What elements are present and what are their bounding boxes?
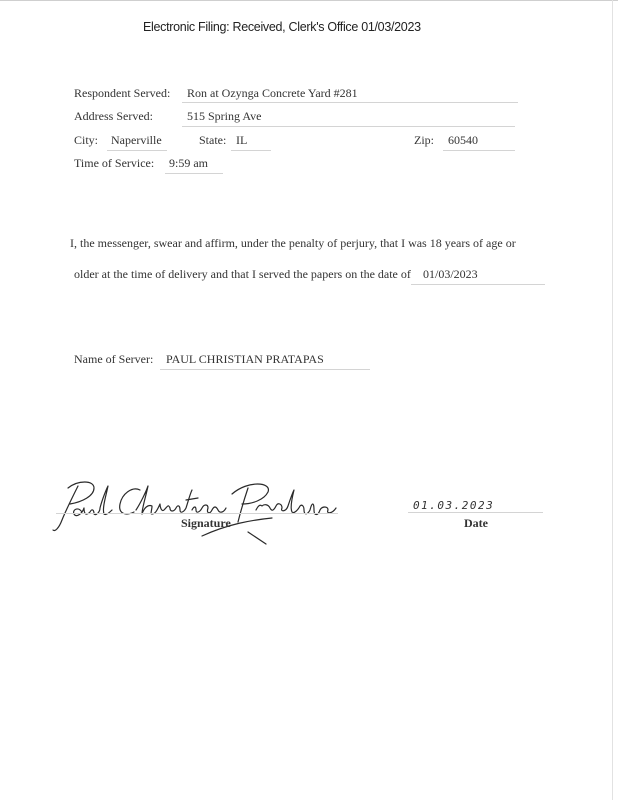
server-name-label: Name of Server: [74,352,154,366]
affidavit-line-1: I, the messenger, swear and affirm, under the penalty of perjury, that I was 18 years of age or [70,236,516,250]
respondent-underline [182,102,518,103]
affidavit-date-value: 01/03/2023 [423,267,478,281]
zip-value: 60540 [448,133,478,147]
handwritten-date: 01.03.2023 [413,499,495,512]
date-underline [408,512,543,513]
time-underline [165,173,223,174]
handwritten-signature [52,474,342,546]
state-underline [231,150,271,151]
page-top-border [0,0,618,1]
filing-stamp: Electronic Filing: Received, Clerk's Office 01/03/2023 [143,20,421,34]
affidavit-line-2: older at the time of delivery and that I served the papers on the date of [74,267,411,281]
server-name-underline [160,369,370,370]
city-value: Naperville [111,133,162,147]
state-label: State: [199,133,227,147]
time-label: Time of Service: [74,156,155,170]
address-label: Address Served: [74,109,153,123]
time-value: 9:59 am [169,156,208,170]
state-value: IL [236,133,248,147]
city-label: City: [74,133,99,147]
address-value: 515 Spring Ave [187,109,262,123]
city-underline [107,150,167,151]
server-name-value: PAUL CHRISTIAN PRATAPAS [166,352,324,366]
zip-underline [443,150,515,151]
signature-label: Signature [181,516,231,530]
respondent-label: Respondent Served: [74,86,171,100]
date-label: Date [464,516,488,530]
page-right-border [612,0,613,800]
address-underline [182,126,515,127]
affidavit-date-underline [411,284,545,285]
signature-underline [56,513,338,514]
respondent-value: Ron at Ozynga Concrete Yard #281 [187,86,358,100]
zip-label: Zip: [414,133,434,147]
